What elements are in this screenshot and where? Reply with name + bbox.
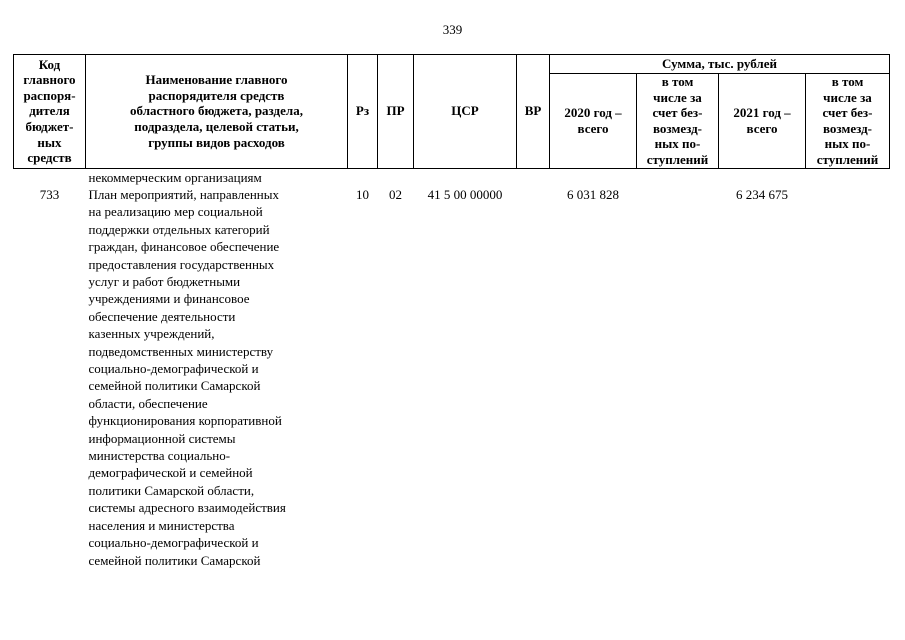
page-number: 339 — [442, 22, 463, 37]
cell-vr — [517, 186, 550, 569]
cell-total-2020: 6 031 828 — [567, 186, 619, 202]
header-name: Наименование главного распорядителя средств областного бюджета, раздела, подраздела, целевой статьи, группы видов расходов — [86, 55, 348, 169]
cell-name: План мероприятий, направленных на реализацию мер социальной поддержки отдельных категорий граждан, финансовое обеспечение предоставления государственных услуг и работ бюджетными учреждениями и финансовое обеспечение деятельности казенных учреждений, подведомственных министерству социально-демографической и семейной политики Самарской области, обеспечение функционирования корпоративной информационной системы министерства социально- демографической и семейной политики Самарской области, системы адресного взаимодействия населения и министерства социально-демографической и семейной политики Самарской — [88, 186, 286, 568]
header-sum: Сумма, тыс. рублей — [550, 55, 890, 74]
cell-grants-2021 — [806, 186, 890, 569]
header-vr: ВР — [517, 55, 550, 169]
header-pr: ПР — [378, 55, 414, 169]
header-grants-2021: в том числе за счет без- возмезд- ных по- ступлений — [806, 74, 890, 169]
continuation-row — [14, 168, 890, 186]
cell-grants-2020 — [637, 186, 719, 569]
budget-table — [13, 54, 890, 569]
cell-code: 733 — [39, 186, 60, 202]
header-total-2021: 2021 год – всего — [719, 74, 806, 169]
cell-rz: 10 — [356, 186, 369, 202]
header-grants-2020: в том числе за счет без- возмезд- ных по- ступлений — [637, 74, 719, 169]
table-row — [14, 186, 890, 569]
cell-pr: 02 — [389, 186, 402, 202]
header-rz: Рз — [348, 55, 378, 169]
header-total-2020: 2020 год – всего — [550, 74, 637, 169]
cell-csr: 41 5 00 00000 — [427, 186, 503, 202]
header-csr: ЦСР — [414, 55, 517, 169]
continuation-text: некоммерческим организациям — [88, 169, 262, 185]
cell-total-2021: 6 234 675 — [736, 186, 788, 202]
table-body — [14, 168, 890, 569]
table-header — [14, 55, 890, 169]
header-code: Код главного распоря- дителя бюджет- ных средств — [14, 55, 86, 169]
